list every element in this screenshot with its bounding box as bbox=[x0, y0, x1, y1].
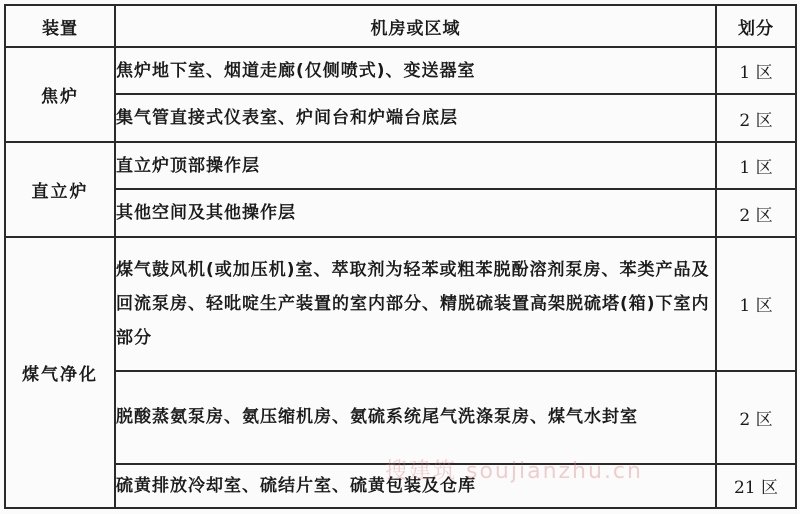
area-cell: 焦炉地下室、烟道走廊(仅侧喷式)、变送器室 bbox=[115, 47, 716, 94]
table-row bbox=[5, 142, 796, 189]
area-cell: 直立炉顶部操作层 bbox=[115, 142, 716, 189]
division-cell: 1 区 bbox=[716, 142, 796, 189]
division-cell: 1 区 bbox=[716, 47, 796, 94]
table-row bbox=[5, 47, 796, 94]
table-row bbox=[5, 189, 796, 236]
device-vertical-retort: 直立炉 bbox=[5, 142, 115, 237]
area-cell: 煤气鼓风机(或加压机)室、萃取剂为轻苯或粗苯脱酚溶剂泵房、苯类产品及回流泵房、轻吡啶生产装置的室内部分、精脱硫装置高架脱硫塔(箱)下室内部分 bbox=[115, 237, 716, 371]
area-cell: 硫黄排放冷却室、硫结片室、硫黄包装及仓库 bbox=[115, 464, 716, 508]
division-cell: 2 区 bbox=[716, 189, 796, 236]
watermark: 搜建筑 soujianzhu.cn bbox=[385, 459, 643, 484]
area-cell: 集气管直接式仪表室、炉间台和炉端台底层 bbox=[115, 94, 716, 141]
division-cell: 21 区 bbox=[716, 464, 796, 508]
header-division: 划分 bbox=[716, 5, 796, 47]
header-area: 机房或区域 bbox=[115, 5, 716, 47]
table-header-row bbox=[5, 5, 796, 47]
division-cell: 2 区 bbox=[716, 371, 796, 464]
header-device: 装置 bbox=[5, 5, 115, 47]
area-cell: 脱酸蒸氨泵房、氨压缩机房、氨硫系统尾气洗涤泵房、煤气水封室 bbox=[115, 371, 716, 464]
division-cell: 2 区 bbox=[716, 94, 796, 141]
division-cell: 1 区 bbox=[716, 237, 796, 371]
table-row bbox=[5, 237, 796, 371]
table-row bbox=[5, 371, 796, 464]
table-row bbox=[5, 464, 796, 508]
table-row bbox=[5, 94, 796, 141]
device-coke-oven: 焦炉 bbox=[5, 47, 115, 142]
area-cell: 其他空间及其他操作层 bbox=[115, 189, 716, 236]
hazard-zone-table bbox=[4, 4, 797, 509]
device-gas-purification: 煤气净化 bbox=[5, 237, 115, 508]
